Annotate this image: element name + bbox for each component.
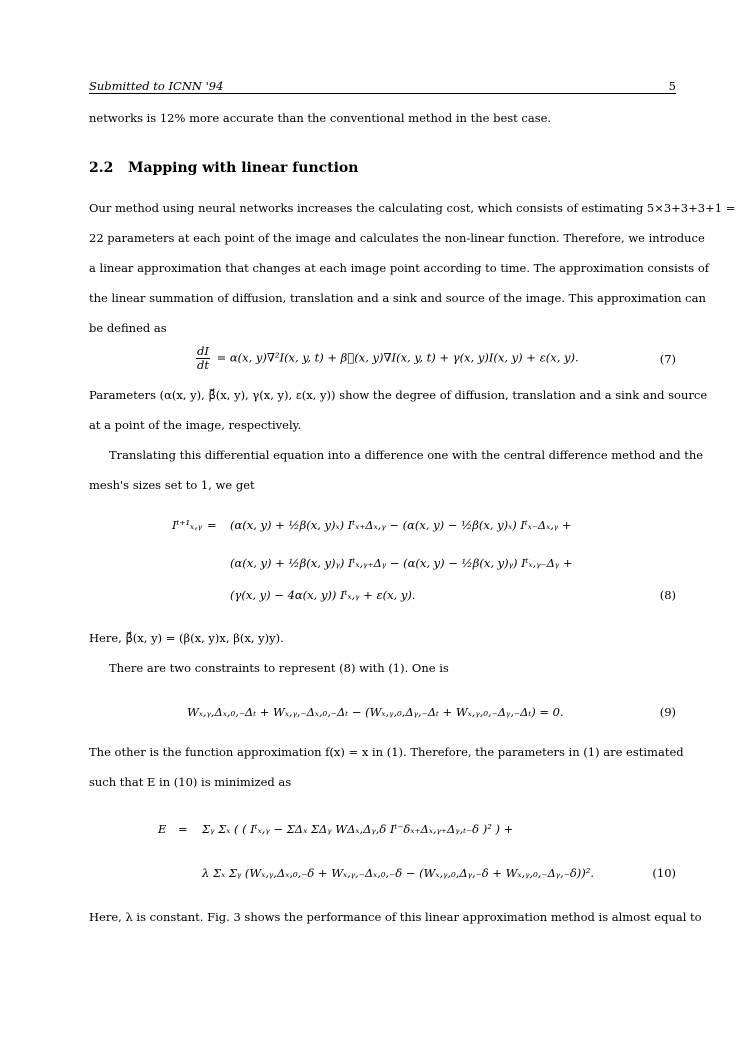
text-line: Here, λ is constant. Fig. 3 shows the performance of this linear approximation method is almost equal to (89, 910, 702, 924)
text-line: The other is the function approximation f(x) = x in (1). Therefore, the parameters in (1) are estimated (89, 745, 684, 759)
equation-9: Wₓ,ᵧ,Δₓ,₀,₋Δₜ + Wₓ,ᵧ,₋Δₓ,₀,₋Δₜ − (Wₓ,ᵧ,₀,Δᵧ,₋Δₜ + Wₓ,ᵧ,₀,₋Δᵧ,₋Δₜ) = 0. (187, 705, 564, 719)
page-header (89, 79, 676, 93)
running-title: Submitted to ICNN '94 (89, 79, 224, 93)
text-line: 22 parameters at each point of the image and calculates the non-linear function. Therefore, we introduce (89, 231, 705, 245)
equals-sign: = (207, 518, 217, 532)
text-line: the linear summation of diffusion, translation and a sink and source of the image. This approximation can (89, 291, 706, 305)
equals-sign: = (178, 822, 188, 836)
text-line: Here, β⃗(x, y) = (β(x, y)x, β(x, y)y). (89, 631, 284, 645)
fraction: $\frac{dI}{dt}$ (196, 344, 209, 372)
section-title: Mapping with linear function (128, 160, 359, 176)
text-line: networks is 12% more accurate than the conventional method in the best case. (89, 111, 552, 125)
equation-number: (8) (659, 588, 676, 602)
equation-10-row: λ Σₓ Σᵧ (Wₓ,ᵧ,Δₓ,₀,₋δ + Wₓ,ᵧ,₋Δₓ,₀,₋δ − (Wₓ,ᵧ,₀,Δᵧ,₋δ + Wₓ,ᵧ,₀,₋Δᵧ,₋δ))². (202, 866, 594, 880)
equation-number: (7) (659, 352, 676, 366)
equation-8-row: (α(x, y) + ½β(x, y)ₓ) Iᵗₓ₊Δₓ,ᵧ − (α(x, y) − ½β(x, y)ₓ) Iᵗₓ₋Δₓ,ᵧ + (230, 518, 572, 532)
text-line: such that E in (10) is minimized as (89, 775, 292, 789)
equation-7 (193, 345, 579, 372)
text-line: a linear approximation that changes at each image point according to time. The approximation consists of (89, 261, 710, 275)
equation-8-lhs: Iᵗ⁺¹ₓ,ᵧ (172, 518, 203, 532)
text-line: at a point of the image, respectively. (89, 418, 302, 432)
text-line: be defined as (89, 321, 167, 335)
section-number: 2.2 (89, 160, 114, 176)
text-line: mesh's sizes set to 1, we get (89, 478, 255, 492)
text-line: Translating this differential equation into a difference one with the central difference method and the (109, 448, 704, 462)
equation-10-row: Σᵧ Σₓ ( ( Iᵗₓ,ᵧ − ΣΔₓ ΣΔᵧ WΔₓ,Δᵧ,δ Iᵗ⁻δₓ₊Δₓ,ᵧ₊Δᵧ,ₜ₋δ )² ) + (202, 822, 514, 836)
equation-number: (10) (652, 866, 676, 880)
header-rule (89, 93, 676, 94)
equation-7-rhs: = α(x, y)∇²I(x, y, t) + β⃗(x, y)∇I(x, y, t) + γ(x, y)I(x, y) + ε(x, y). (216, 350, 579, 365)
page-number: 5 (668, 79, 676, 93)
equation-number: (9) (659, 705, 676, 719)
text-line: There are two constraints to represent (8) with (1). One is (109, 661, 449, 675)
equation-8-row: (α(x, y) + ½β(x, y)ᵧ) Iᵗₓ,ᵧ₊Δᵧ − (α(x, y) − ½β(x, y)ᵧ) Iᵗₓ,ᵧ₋Δᵧ + (230, 556, 573, 570)
section-heading (89, 160, 358, 176)
equation-10-lhs: E (158, 822, 167, 836)
text-line: Parameters (α(x, y), β⃗(x, y), γ(x, y), ε(x, y)) show the degree of diffusion, translation and a sink and source (89, 388, 708, 402)
equation-8-row: (γ(x, y) − 4α(x, y)) Iᵗₓ,ᵧ + ε(x, y). (230, 588, 416, 602)
text-line: Our method using neural networks increases the calculating cost, which consists of estimating 5×3+3+3+1 = (89, 201, 736, 215)
